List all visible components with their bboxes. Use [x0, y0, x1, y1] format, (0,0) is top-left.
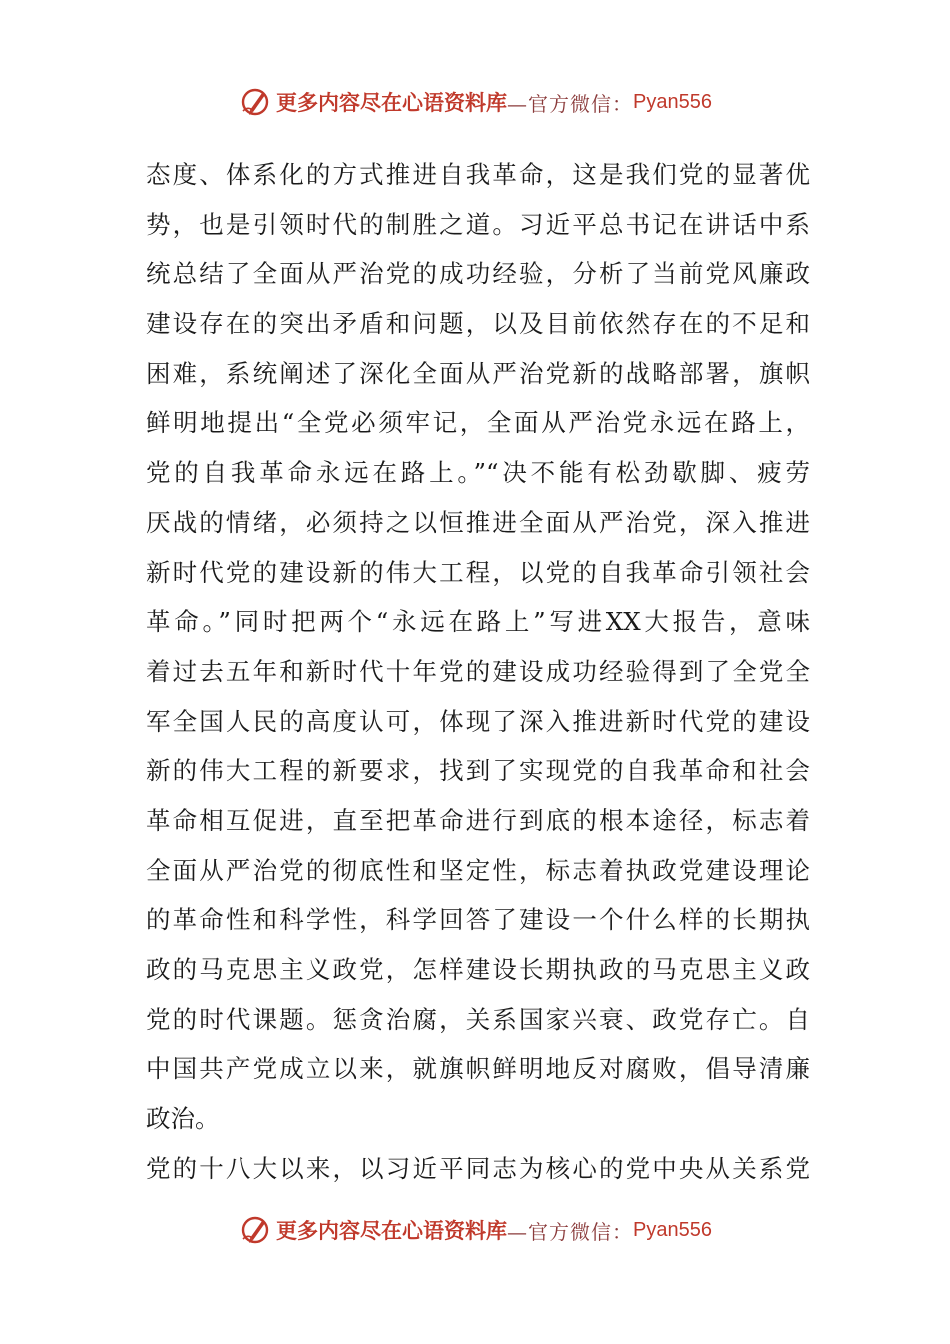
document-body — [146, 150, 810, 1193]
banner-wechat-id: Pyan556 — [633, 90, 712, 113]
banner-dash-text: —官方微信： — [507, 1219, 634, 1244]
text-line: 势，也是引领时代的制胜之道。习近平总书记在讲话中系 — [146, 209, 810, 239]
text-line: 厌战的情绪，必须持之以恒推进全面从严治党，深入推进 — [146, 507, 810, 537]
text-line: 困难，系统阐述了深化全面从严治党新的战略部署，旗帜 — [146, 358, 810, 388]
banner-site-text: 更多内容尽在心语资料库 — [276, 90, 508, 115]
pen-circle-icon — [238, 84, 274, 120]
text-line: 全面从严治党的彻底性和坚定性，标志着执政党建设理论 — [146, 855, 810, 885]
text-line: 新的伟大工程的新要求，找到了实现党的自我革命和社会 — [146, 756, 810, 786]
text-line: 政的马克思主义政党，怎样建设长期执政的马克思主义政 — [146, 955, 810, 984]
banner-site-text: 更多内容尽在心语资料库 — [276, 1218, 508, 1243]
text-line: 建设存在的突出矛盾和问题，以及目前依然存在的不足和 — [146, 309, 810, 339]
text-line: 革命。”同时把两个“永远在路上”写进XX大报告，意味 — [146, 607, 810, 637]
text-line: 态度、体系化的方式推进自我革命，这是我们党的显著优 — [146, 160, 810, 189]
banner-dash-text: —官方微信： — [507, 91, 634, 116]
text-line: 革命相互促进，直至把革命进行到底的根本途径，标志着 — [146, 805, 810, 835]
text-line: 党的十八大以来，以习近平同志为核心的党中央从关系党 — [146, 1153, 810, 1183]
text-line: 党的自我革命永远在路上。”“决不能有松劲歇脚、疲劳 — [146, 458, 810, 488]
text-line: 新时代党的建设新的伟大工程，以党的自我革命引领社会 — [146, 557, 810, 587]
text-line: 的革命性和科学性，科学回答了建设一个什么样的长期执 — [146, 905, 810, 935]
text-line: 中国共产党成立以来，就旗帜鲜明地反对腐败，倡导清廉 — [146, 1054, 810, 1084]
text-line: 鲜明地提出“全党必须牢记，全面从严治党永远在路上， — [146, 408, 810, 438]
footer-banner — [0, 1212, 950, 1248]
text-line: 着过去五年和新时代十年党的建设成功经验得到了全党全 — [146, 656, 810, 686]
text-line: 政治。 — [146, 1104, 220, 1134]
header-banner — [0, 84, 950, 120]
pen-circle-icon — [238, 1212, 274, 1248]
banner-wechat-id: Pyan556 — [633, 1218, 712, 1241]
text-line: 党的时代课题。惩贪治腐，关系国家兴衰、政党存亡。自 — [146, 1004, 810, 1034]
text-line: 统总结了全面从严治党的成功经验，分析了当前党风廉政 — [146, 259, 810, 289]
text-line: 军全国人民的高度认可，体现了深入推进新时代党的建设 — [146, 706, 810, 736]
